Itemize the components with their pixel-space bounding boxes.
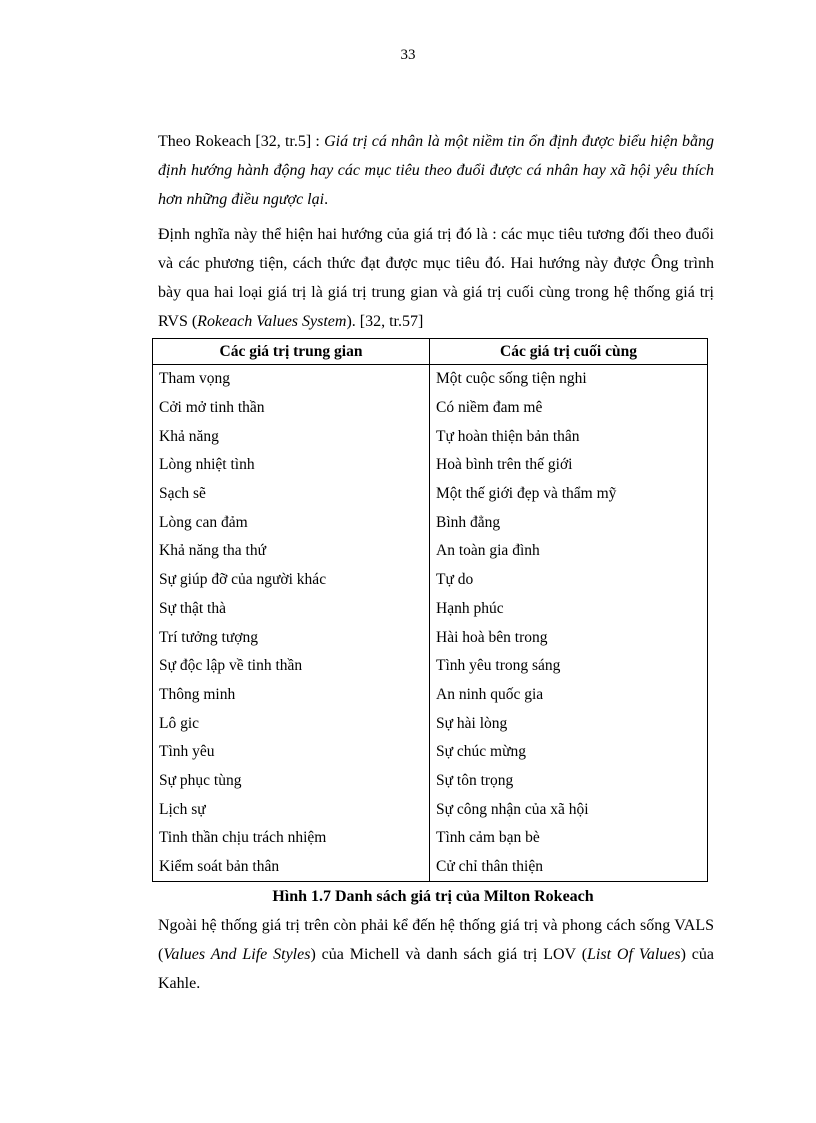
table-row: [153, 795, 708, 824]
table-row: [153, 709, 708, 738]
cell-terminal-value: Tự do: [430, 566, 708, 595]
table-row: [153, 422, 708, 451]
table-row: [153, 595, 708, 624]
cell-terminal-value: Sự chúc mừng: [430, 738, 708, 767]
table-row: [153, 566, 708, 595]
cell-terminal-value: Cử chỉ thân thiện: [430, 853, 708, 882]
cell-terminal-value: Sự tôn trọng: [430, 767, 708, 796]
table-header-row: [153, 339, 708, 365]
paragraph-italic-definition: Giá trị cá nhân là một niềm tin ổn định được biểu hiện bằng định hướng hành động hay các mục tiêu theo đuổi được cá nhân hay xã hội yêu thích hơn những điều ngược lại: [158, 133, 715, 208]
table-row: [153, 451, 708, 480]
cell-terminal-value: Hạnh phúc: [430, 595, 708, 624]
cell-instrumental-value: Tham vọng: [153, 365, 430, 394]
table-row: [153, 394, 708, 423]
table-row: [153, 365, 708, 394]
paragraph-text: Định nghĩa này thể hiện hai hướng của giá trị đó là : các mục tiêu tương đối theo đuổi và các phương tiện, cách thức đạt được mục tiêu đó. Hai hướng này được Ông trình bày qua hai loại giá trị là giá trị trung gian và giá trị cuối cùng trong hệ thống giá trị RVS (: [158, 226, 714, 330]
cell-instrumental-value: Lịch sự: [153, 795, 430, 824]
cell-terminal-value: An toàn gia đình: [430, 537, 708, 566]
table-row: [153, 508, 708, 537]
cell-instrumental-value: Sạch sẽ: [153, 480, 430, 509]
cell-instrumental-value: Sự thật thà: [153, 595, 430, 624]
cell-terminal-value: Tình yêu trong sáng: [430, 652, 708, 681]
cell-instrumental-value: Khả năng: [153, 422, 430, 451]
cell-terminal-value: Bình đẳng: [430, 508, 708, 537]
cell-instrumental-value: Lòng nhiệt tình: [153, 451, 430, 480]
table-row: [153, 623, 708, 652]
paragraph-text-1: Ngoài hệ thống giá trị trên còn phải kể đến hệ thống giá trị và phong cách sống VALS (: [158, 917, 714, 963]
cell-instrumental-value: Lòng can đảm: [153, 508, 430, 537]
cell-instrumental-value: Thông minh: [153, 681, 430, 710]
cell-terminal-value: Tự hoàn thiện bản thân: [430, 422, 708, 451]
figure-caption: Hình 1.7 Danh sách giá trị của Milton Rokeach: [272, 888, 594, 905]
cell-terminal-value: Sự công nhận của xã hội: [430, 795, 708, 824]
cell-terminal-value: Một thế giới đẹp và thẩm mỹ: [430, 480, 708, 509]
cell-instrumental-value: Khả năng tha thứ: [153, 537, 430, 566]
cell-terminal-value: An ninh quốc gia: [430, 681, 708, 710]
cell-instrumental-value: Cởi mở tinh thần: [153, 394, 430, 423]
cell-instrumental-value: Sự độc lập về tinh thần: [153, 652, 430, 681]
table-row: [153, 537, 708, 566]
cell-instrumental-value: Sự phục tùng: [153, 767, 430, 796]
table-row: [153, 767, 708, 796]
paragraph-text-2: ) của Michell và danh sách giá trị LOV (: [310, 946, 588, 963]
table-row: [153, 853, 708, 882]
table-row: [153, 738, 708, 767]
cell-terminal-value: Hoà bình trên thế giới: [430, 451, 708, 480]
paragraph-two-directions: [158, 220, 714, 336]
paragraph-vals-lov: [158, 911, 714, 998]
paragraph-intro: Theo Rokeach [32, tr.5] :: [158, 133, 325, 150]
paragraph-end: .: [324, 191, 329, 208]
cell-terminal-value: Sự hài lòng: [430, 709, 708, 738]
cell-terminal-value: Tình cảm bạn bè: [430, 824, 708, 853]
rokeach-values-table: [152, 338, 708, 882]
paragraph-end: ). [32, tr.57]: [346, 313, 424, 330]
page-number: 33: [400, 47, 416, 63]
cell-instrumental-value: Tình yêu: [153, 738, 430, 767]
table-row: [153, 652, 708, 681]
cell-instrumental-value: Kiểm soát bản thân: [153, 853, 430, 882]
paragraph-rokeach-definition: [158, 127, 714, 214]
cell-instrumental-value: Tinh thần chịu trách nhiệm: [153, 824, 430, 853]
table-row: [153, 480, 708, 509]
cell-instrumental-value: Sự giúp đỡ của người khác: [153, 566, 430, 595]
cell-terminal-value: Có niềm đam mê: [430, 394, 708, 423]
table-row: [153, 681, 708, 710]
cell-terminal-value: Hài hoà bên trong: [430, 623, 708, 652]
paragraph-text-3: ) của Kahle.: [158, 946, 715, 992]
cell-terminal-value: Một cuộc sống tiện nghi: [430, 365, 708, 394]
paragraph-italic-lov: List Of Values: [587, 946, 681, 963]
header-terminal-values: Các giá trị cuối cùng: [430, 339, 708, 365]
paragraph-italic-rvs: Rokeach Values System: [197, 313, 347, 330]
table-body: [153, 365, 708, 882]
header-instrumental-values: Các giá trị trung gian: [153, 339, 430, 365]
cell-instrumental-value: Lô gic: [153, 709, 430, 738]
paragraph-italic-vals: Values And Life Styles: [163, 946, 311, 963]
cell-instrumental-value: Trí tưởng tượng: [153, 623, 430, 652]
table-row: [153, 824, 708, 853]
